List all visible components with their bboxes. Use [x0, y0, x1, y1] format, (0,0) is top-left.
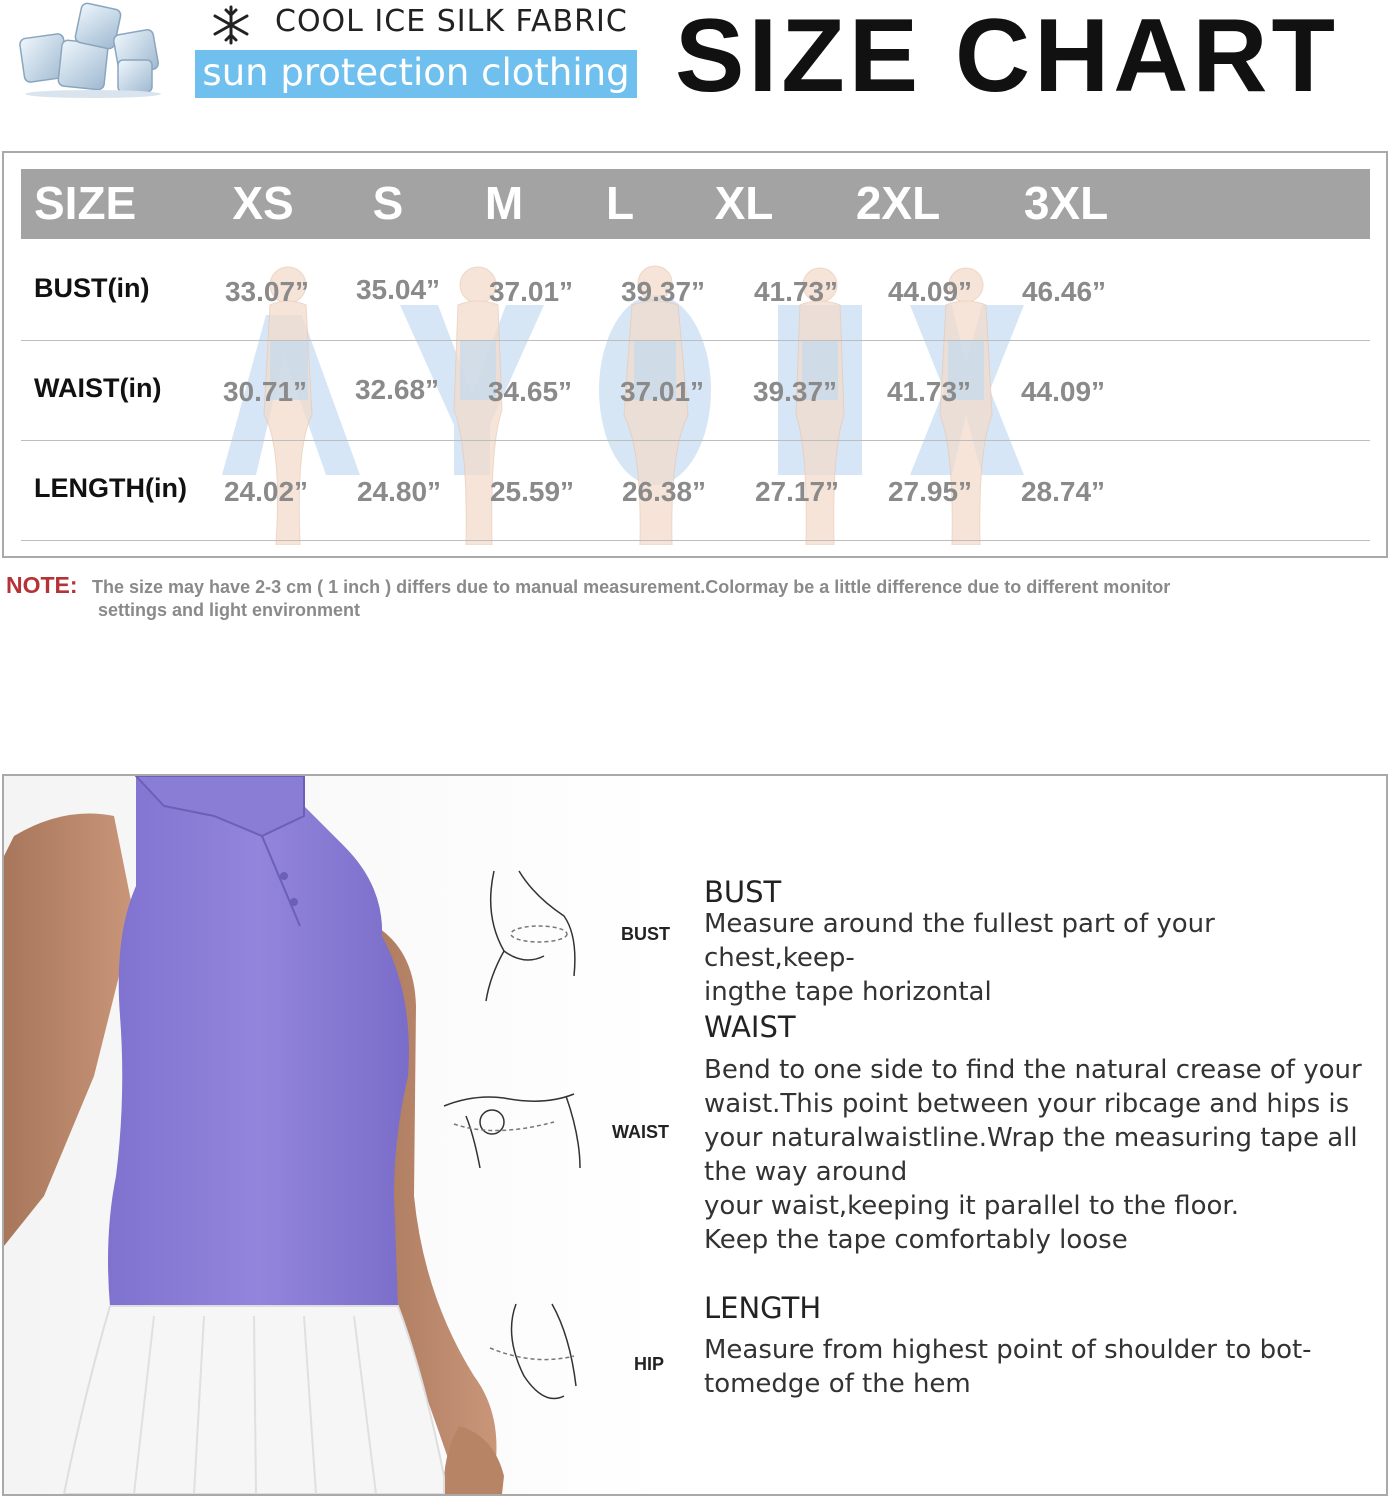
- size-col-s: S: [372, 177, 404, 229]
- bust-3xl: 46.46”: [1021, 276, 1107, 307]
- sun-protection-banner: sun protection clothing: [195, 50, 637, 98]
- fabric-heading: COOL ICE SILK FABRIC: [275, 4, 628, 39]
- size-col-l: L: [605, 177, 635, 229]
- length-s: 24.80”: [356, 476, 442, 507]
- size-col-xs: XS: [232, 177, 294, 229]
- length-title: LENGTH: [704, 1291, 822, 1325]
- row-divider: [21, 540, 1370, 541]
- length-xl: 27.17”: [754, 476, 840, 507]
- bust-description: Measure around the fullest part of your chest,keep- ingthe tape horizontal: [704, 909, 1215, 1007]
- row-label-length: LENGTH(in): [34, 473, 187, 503]
- waist-xl: 39.37”: [752, 376, 838, 407]
- snowflake-icon: [210, 4, 252, 46]
- size-col-m: M: [484, 177, 524, 229]
- page-title: SIZE CHART: [675, 0, 1339, 114]
- note-line-2: settings and light environment: [98, 600, 361, 620]
- row-label-bust: BUST(in): [34, 273, 150, 303]
- bust-m: 37.01”: [488, 276, 574, 307]
- waist-2xl: 41.73”: [886, 376, 972, 407]
- note-label: NOTE:: [6, 572, 78, 598]
- ice-cubes-icon: [18, 2, 168, 98]
- length-description: Measure from highest point of shoulder to bot- tomedge of the hem: [704, 1335, 1312, 1399]
- note-text: [92, 576, 1292, 622]
- length-2xl: 27.95”: [887, 476, 973, 507]
- waist-s: 32.68”: [354, 374, 440, 405]
- waist-title: WAIST: [704, 1010, 796, 1044]
- length-l: 26.38”: [621, 476, 707, 507]
- bust-title: BUST: [704, 875, 782, 909]
- length-3xl: 28.74”: [1020, 476, 1106, 507]
- waist-l: 37.01”: [619, 376, 705, 407]
- row-divider: [21, 440, 1370, 441]
- note-line-1: The size may have 2-3 cm ( 1 inch ) differs due to manual measurement.Colormay be a little difference due to different monitor: [92, 577, 1171, 597]
- diagram-label-hip: HIP: [634, 1354, 665, 1374]
- bust-2xl: 44.09”: [887, 276, 973, 307]
- waist-3xl: 44.09”: [1020, 376, 1106, 407]
- length-xs: 24.02”: [223, 476, 309, 507]
- bust-xs: 33.07”: [224, 276, 310, 307]
- diagram-label-bust: BUST: [621, 924, 670, 944]
- measurement-guide: [2, 774, 1388, 1496]
- bust-xl: 41.73”: [753, 276, 839, 307]
- row-label-waist: WAIST(in): [34, 373, 162, 403]
- row-divider: [21, 340, 1370, 341]
- bust-s: 35.04”: [355, 274, 441, 305]
- model-photo: [4, 776, 664, 1494]
- size-col-xl: XL: [714, 177, 774, 229]
- size-col-2xl: 2XL: [855, 177, 941, 229]
- length-m: 25.59”: [489, 476, 575, 507]
- waist-m: 34.65”: [487, 376, 573, 407]
- size-col-3xl: 3XL: [1023, 177, 1109, 229]
- waist-xs: 30.71”: [222, 376, 308, 407]
- table-header-size-label: SIZE: [34, 177, 137, 229]
- waist-description: Bend to one side to find the natural crease of your waist.This point between your ribcage and hips is your naturalwaistline.Wrap the measuring tape all the way around your waist,keeping it parallel to the floor. Keep the tape comfortably loose: [704, 1055, 1362, 1255]
- bust-l: 39.37”: [620, 276, 706, 307]
- diagram-label-waist: WAIST: [612, 1122, 669, 1142]
